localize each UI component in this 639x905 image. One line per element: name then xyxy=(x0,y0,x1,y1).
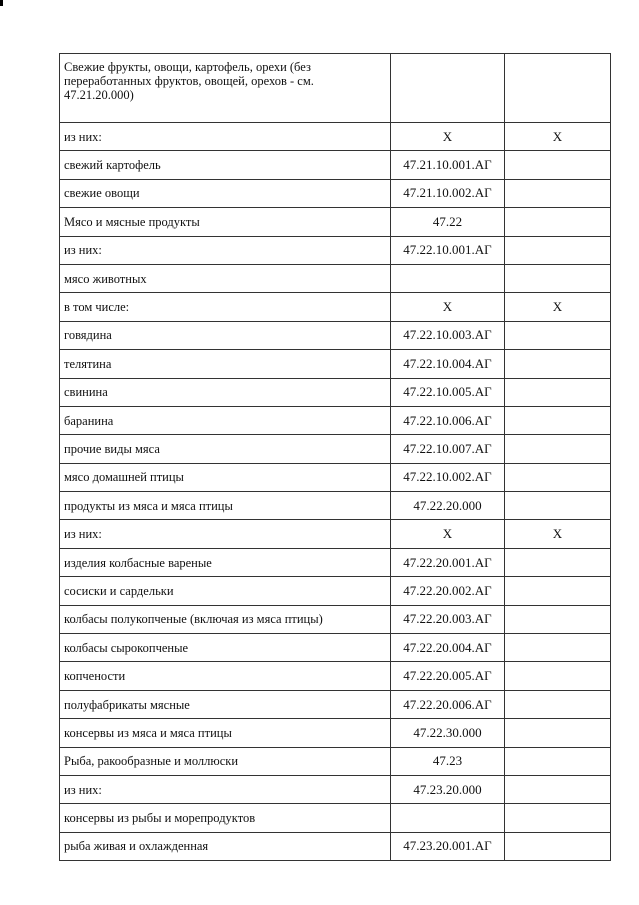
table-row xyxy=(60,321,611,349)
table-row xyxy=(60,151,611,179)
row-code-cell: Х xyxy=(391,520,505,548)
row-extra-cell xyxy=(505,179,611,207)
table-row xyxy=(60,123,611,151)
row-name-cell: копчености xyxy=(60,662,391,690)
row-code-cell: 47.22.20.001.АГ xyxy=(391,548,505,576)
table-body xyxy=(60,54,611,861)
row-extra-cell xyxy=(505,350,611,378)
row-code-cell: 47.23.20.001.АГ xyxy=(391,832,505,860)
table-row xyxy=(60,804,611,832)
row-name-cell: изделия колбасные вареные xyxy=(60,548,391,576)
row-extra-cell xyxy=(505,605,611,633)
table-row xyxy=(60,350,611,378)
table-row xyxy=(60,577,611,605)
row-name-cell: прочие виды мяса xyxy=(60,435,391,463)
row-code-cell xyxy=(391,54,505,123)
row-extra-cell xyxy=(505,634,611,662)
row-name-cell: свежие овощи xyxy=(60,179,391,207)
row-extra-cell xyxy=(505,775,611,803)
table-row xyxy=(60,520,611,548)
row-name-cell: баранина xyxy=(60,406,391,434)
table-row xyxy=(60,690,611,718)
row-name-cell: консервы из рыбы и морепродуктов xyxy=(60,804,391,832)
row-name-cell: из них: xyxy=(60,123,391,151)
row-code-cell: Х xyxy=(391,293,505,321)
row-code-cell: 47.22.20.003.АГ xyxy=(391,605,505,633)
row-name-cell: Свежие фрукты, овощи, картофель, орехи (без переработанных фруктов, овощей, орехов - см. 47.21.20.000) xyxy=(60,54,391,123)
row-code-cell: Х xyxy=(391,123,505,151)
row-code-cell: 47.22.10.001.АГ xyxy=(391,236,505,264)
row-extra-cell: Х xyxy=(505,293,611,321)
row-extra-cell xyxy=(505,264,611,292)
table-row xyxy=(60,236,611,264)
row-code-cell: 47.23.20.000 xyxy=(391,775,505,803)
row-extra-cell xyxy=(505,378,611,406)
row-extra-cell xyxy=(505,662,611,690)
table-row xyxy=(60,775,611,803)
row-extra-cell xyxy=(505,463,611,491)
row-name-cell: консервы из мяса и мяса птицы xyxy=(60,719,391,747)
table-row xyxy=(60,54,611,123)
row-name-cell: из них: xyxy=(60,236,391,264)
row-name-cell: полуфабрикаты мясные xyxy=(60,690,391,718)
row-extra-cell xyxy=(505,435,611,463)
row-code-cell: 47.22.10.005.АГ xyxy=(391,378,505,406)
product-codes-table xyxy=(59,53,611,861)
table-row xyxy=(60,463,611,491)
row-code-cell: 47.22.10.006.АГ xyxy=(391,406,505,434)
table-row xyxy=(60,747,611,775)
row-name-cell: продукты из мяса и мяса птицы xyxy=(60,492,391,520)
row-extra-cell xyxy=(505,747,611,775)
row-extra-cell: Х xyxy=(505,520,611,548)
row-code-cell: 47.22.20.004.АГ xyxy=(391,634,505,662)
row-name-cell: мясо животных xyxy=(60,264,391,292)
row-name-cell: Мясо и мясные продукты xyxy=(60,208,391,236)
row-extra-cell xyxy=(505,208,611,236)
table-row xyxy=(60,435,611,463)
table-row xyxy=(60,406,611,434)
table-row xyxy=(60,605,611,633)
row-extra-cell xyxy=(505,690,611,718)
row-name-cell: говядина xyxy=(60,321,391,349)
row-code-cell xyxy=(391,804,505,832)
row-extra-cell xyxy=(505,548,611,576)
row-code-cell: 47.22 xyxy=(391,208,505,236)
row-extra-cell xyxy=(505,492,611,520)
row-code-cell: 47.22.20.005.АГ xyxy=(391,662,505,690)
table-row xyxy=(60,662,611,690)
row-extra-cell xyxy=(505,236,611,264)
row-extra-cell: Х xyxy=(505,123,611,151)
table-row xyxy=(60,264,611,292)
row-code-cell: 47.21.10.001.АГ xyxy=(391,151,505,179)
table-row xyxy=(60,634,611,662)
row-extra-cell xyxy=(505,406,611,434)
row-name-cell: в том числе: xyxy=(60,293,391,321)
table-row xyxy=(60,548,611,576)
row-extra-cell xyxy=(505,832,611,860)
row-code-cell: 47.23 xyxy=(391,747,505,775)
row-name-cell: Рыба, ракообразные и моллюски xyxy=(60,747,391,775)
row-code-cell: 47.22.10.002.АГ xyxy=(391,463,505,491)
table-row xyxy=(60,378,611,406)
row-name-cell: мясо домашней птицы xyxy=(60,463,391,491)
row-name-cell: колбасы сырокопченые xyxy=(60,634,391,662)
row-name-cell: телятина xyxy=(60,350,391,378)
table-row xyxy=(60,179,611,207)
row-extra-cell xyxy=(505,321,611,349)
row-extra-cell xyxy=(505,719,611,747)
table-row xyxy=(60,208,611,236)
table-row xyxy=(60,832,611,860)
row-name-cell: из них: xyxy=(60,520,391,548)
row-name-cell: сосиски и сардельки xyxy=(60,577,391,605)
table-row xyxy=(60,293,611,321)
row-code-cell: 47.22.10.007.АГ xyxy=(391,435,505,463)
table-row xyxy=(60,492,611,520)
row-name-cell: колбасы полукопченые (включая из мяса птицы) xyxy=(60,605,391,633)
row-extra-cell xyxy=(505,804,611,832)
row-name-cell: свинина xyxy=(60,378,391,406)
row-code-cell: 47.22.10.004.АГ xyxy=(391,350,505,378)
table-row xyxy=(60,719,611,747)
row-code-cell: 47.22.20.002.АГ xyxy=(391,577,505,605)
row-extra-cell xyxy=(505,151,611,179)
row-code-cell: 47.22.10.003.АГ xyxy=(391,321,505,349)
scan-corner-mark xyxy=(0,0,3,6)
row-name-cell: рыба живая и охлажденная xyxy=(60,832,391,860)
row-name-cell: из них: xyxy=(60,775,391,803)
row-extra-cell xyxy=(505,577,611,605)
row-code-cell: 47.22.30.000 xyxy=(391,719,505,747)
row-code-cell: 47.21.10.002.АГ xyxy=(391,179,505,207)
row-code-cell xyxy=(391,264,505,292)
row-code-cell: 47.22.20.000 xyxy=(391,492,505,520)
row-code-cell: 47.22.20.006.АГ xyxy=(391,690,505,718)
row-extra-cell xyxy=(505,54,611,123)
row-name-cell: свежий картофель xyxy=(60,151,391,179)
